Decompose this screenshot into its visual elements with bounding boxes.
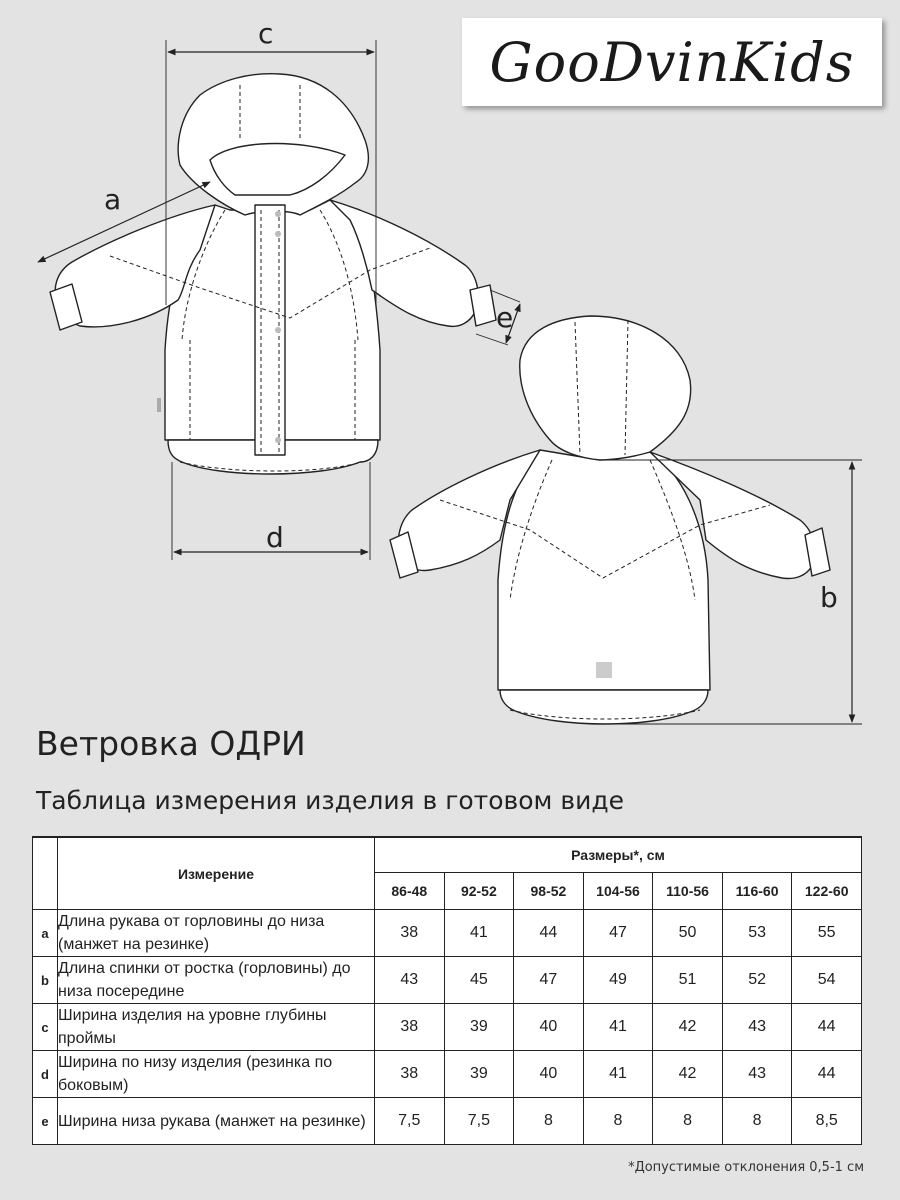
row-value: 38: [375, 1051, 445, 1098]
row-value: 44: [792, 1051, 862, 1098]
back-hood: [520, 316, 691, 460]
row-value: 7,5: [375, 1098, 445, 1145]
front-view: [50, 74, 496, 474]
row-value: 39: [444, 1051, 514, 1098]
measure-header: Измерение: [58, 837, 375, 910]
row-value: 44: [792, 1004, 862, 1051]
row-value: 38: [375, 1004, 445, 1051]
row-value: 47: [514, 957, 584, 1004]
size-col-header: 116-60: [722, 873, 792, 910]
row-value: 40: [514, 1051, 584, 1098]
row-value: 38: [375, 910, 445, 957]
row-value: 41: [444, 910, 514, 957]
brand-logo: [462, 18, 882, 106]
row-letter: c: [33, 1004, 58, 1051]
row-value: 8,5: [792, 1098, 862, 1145]
row-value: 7,5: [444, 1098, 514, 1145]
dim-label-c: c: [258, 17, 274, 50]
size-col-header: 110-56: [653, 873, 723, 910]
row-letter: a: [33, 910, 58, 957]
row-value: 42: [653, 1004, 723, 1051]
dimension-lines: [38, 40, 862, 724]
table-row: [33, 1098, 862, 1145]
row-value: 49: [583, 957, 653, 1004]
row-letter: b: [33, 957, 58, 1004]
dim-label-b: b: [820, 581, 838, 614]
row-value: 54: [792, 957, 862, 1004]
size-col-header: 86-48: [375, 873, 445, 910]
row-value: 40: [514, 1004, 584, 1051]
row-letter: e: [33, 1098, 58, 1145]
table-row: [33, 957, 862, 1004]
row-value: 8: [514, 1098, 584, 1145]
size-col-header: 104-56: [583, 873, 653, 910]
dim-label-d: d: [266, 521, 284, 554]
row-value: 43: [722, 1051, 792, 1098]
size-col-header: 122-60: [792, 873, 862, 910]
row-description: Ширина изделия на уровне глубины проймы: [58, 1004, 375, 1051]
row-value: 8: [722, 1098, 792, 1145]
letter-header-cell: [33, 837, 58, 910]
row-value: 41: [583, 1051, 653, 1098]
row-value: 53: [722, 910, 792, 957]
row-value: 51: [653, 957, 723, 1004]
size-col-header: 98-52: [514, 873, 584, 910]
row-letter: d: [33, 1051, 58, 1098]
table-row: [33, 1004, 862, 1051]
sizes-header: Размеры*, см: [375, 837, 862, 873]
row-value: 39: [444, 1004, 514, 1051]
row-value: 43: [722, 1004, 792, 1051]
table-subtitle: Таблица измерения изделия в готовом виде: [36, 786, 625, 815]
row-description: Ширина низа рукава (манжет на резинке): [58, 1098, 375, 1145]
row-value: 55: [792, 910, 862, 957]
table-row: [33, 1051, 862, 1098]
size-col-header: 92-52: [444, 873, 514, 910]
product-title: Ветровка ОДРИ: [36, 724, 306, 763]
brand-name: GooDvinKids: [489, 30, 855, 94]
row-value: 44: [514, 910, 584, 957]
row-description: Длина рукава от горловины до низа (манжет на резинке): [58, 910, 375, 957]
row-value: 47: [583, 910, 653, 957]
row-value: 50: [653, 910, 723, 957]
row-value: 42: [653, 1051, 723, 1098]
dim-label-a: a: [104, 183, 122, 216]
row-value: 41: [583, 1004, 653, 1051]
row-value: 52: [722, 957, 792, 1004]
row-value: 43: [375, 957, 445, 1004]
row-value: 8: [653, 1098, 723, 1145]
row-value: 45: [444, 957, 514, 1004]
table-row: [33, 910, 862, 957]
row-value: 8: [583, 1098, 653, 1145]
size-table: [32, 836, 862, 1145]
row-description: Ширина по низу изделия (резинка по боковым): [58, 1051, 375, 1098]
tolerance-footnote: *Допустимые отклонения 0,5-1 см: [628, 1160, 864, 1175]
back-body: [498, 450, 710, 690]
row-description: Длина спинки от ростка (горловины) до низа посередине: [58, 957, 375, 1004]
dim-label-e: e: [496, 301, 514, 334]
